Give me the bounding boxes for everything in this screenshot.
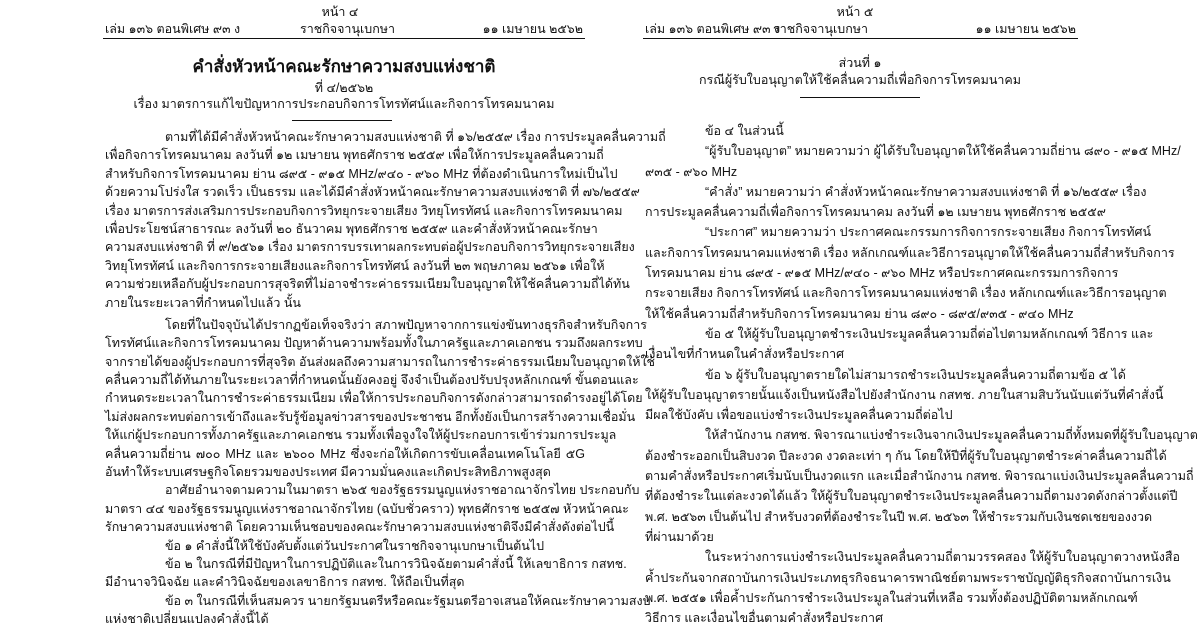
- text-line: โทรทัศน์และกิจการโทรคมนาคม ปัญหาด้านความพร้อมทั้งในภาครัฐและภาคเอกชน รวมถึงผลกระทบ: [105, 336, 643, 351]
- text-line: ข้อ ๑ คำสั่งนี้ให้ใช้บังคับตั้งแต่วันประกาศในราชกิจจานุเบกษาเป็นต้นไป: [165, 538, 545, 553]
- gazette-header: [643, 21, 1078, 39]
- clause-2: [105, 555, 627, 592]
- text-line: จากรายได้ของผู้ประกอบการที่สุจริต อันส่งผลถึงความสามารถในการชำระค่าธรรมเนียมใบอนุญาตให้ใช้: [105, 354, 656, 369]
- text-line: ข้อ ๓ ในกรณีที่เห็นสมควร นายกรัฐมนตรีหรือคณะรัฐมนตรีอาจเสนอให้คณะรักษาความสงบ: [165, 593, 651, 608]
- document-title: คำสั่งหัวหน้าคณะรักษาความสงบแห่งชาติ: [192, 57, 496, 76]
- paragraph-preamble: [105, 128, 666, 312]
- clause-6-paragraph-2: [645, 425, 1198, 547]
- text-line: โทรคมนาคม ย่าน ๘๙๕ - ๙๑๕ MHz/๙๔๐ - ๙๖๐ MHz หรือประกาศคณะกรรมการกิจการ: [645, 266, 1119, 281]
- text-line: ที่ต้องชำระในแต่ละงวดได้แล้ว ให้ผู้รับใบอนุญาตชำระเงินประมูลคลื่นความถี่ตามงวดดังกล่าวตั้งแต่ปี: [645, 489, 1178, 504]
- text-line: สำหรับกิจการโทรคมนาคม ย่าน ๘๙๕ - ๙๑๕ MHz/๙๔๐ - ๙๖๐ MHz ที่ต้องดำเนินการใหม่เป็นไป: [105, 166, 618, 181]
- text-line: ข้อ ๔ ในส่วนนี้: [705, 124, 784, 138]
- definition-order: [645, 182, 1147, 223]
- text-line: มีผลใช้บังคับ เพื่อขอแบ่งชำระเงินประมูลคลื่นความถี่ต่อไป: [645, 408, 953, 423]
- text-line: คลื่นความถี่ย่าน ๗๐๐ MHz และ ๒๖๐๐ MHz ซึ่งจะก่อให้เกิดการขับเคลื่อนเทคโนโลยี ๕G: [105, 446, 585, 461]
- clause-5: [645, 324, 1154, 365]
- text-line: ในระหว่างการแบ่งชำระเงินประมูลคลื่นความถี่ตามวรรคสอง ให้ผู้รับใบอนุญาตวางหนังสือ: [705, 550, 1180, 565]
- text-line: คลื่นความถี่ได้ทันภายในระยะเวลาที่กำหนดนั้นยังคงอยู่ จึงจำเป็นต้องปรับปรุงหลักเกณฑ์ ขั้นตอนและ: [105, 373, 639, 388]
- text-line: การประมูลคลื่นความถี่เพื่อกิจการโทรคมนาคม ลงวันที่ ๑๒ เมษายน พุทธศักราช ๒๕๕๙: [645, 205, 1106, 220]
- text-line: ไม่ส่งผลกระทบต่อการเข้าถึงและรับรู้ข้อมูลข่าวสารของประชาชน อีกทั้งยังเป็นการสร้างความเชื่อมั่น: [105, 409, 636, 424]
- text-line: แห่งชาติเปลี่ยนแปลงคำสั่งนี้ได้: [105, 612, 269, 627]
- section-number: ส่วนที่ ๑: [838, 56, 882, 70]
- text-line: ข้อ ๒ ในกรณีที่มีปัญหาในการปฏิบัติและในการวินิจฉัยตามคำสั่งนี้ ให้เลขาธิการ กสทช.: [165, 556, 627, 571]
- text-line: อาศัยอำนาจตามความในมาตรา ๒๖๕ ของรัฐธรรมนูญแห่งราชอาณาจักรไทย ประกอบกับ: [165, 483, 640, 498]
- text-line: ให้ใช้คลื่นความถี่สำหรับกิจการโทรคมนาคม ย่าน ๘๙๐ - ๘๙๕/๙๓๕ - ๙๔๐ MHz: [645, 306, 1074, 321]
- definition-announcement: [645, 222, 1175, 323]
- clause-1: [105, 537, 585, 555]
- text-line: ๙๓๕ - ๙๖๐ MHz: [645, 164, 738, 179]
- text-line: พ.ศ. ๒๕๖๓ เป็นต้นไป สำหรับงวดที่ต้องชำระในปี พ.ศ. ๒๕๖๓ ให้ชำระรวมกับเงินชดเชยของงวด: [645, 509, 1153, 524]
- text-line: ตามที่ได้มีคำสั่งหัวหน้าคณะรักษาความสงบแห่งชาติ ที่ ๑๖/๒๕๕๙ เรื่อง การประมูลคลื่นความถี่: [165, 130, 666, 144]
- text-line: มาตรา ๔๔ ของรัฐธรรมนูญแห่งราชอาณาจักรไทย (ฉบับชั่วคราว) พุทธศักราช ๒๕๕๗ หัวหน้าคณะ: [105, 501, 629, 516]
- volume-info: เล่ม ๑๓๖ ตอนพิเศษ ๙๓ ง: [105, 22, 241, 36]
- gazette-header: [103, 21, 585, 39]
- text-line: ให้สำนักงาน กสทช. พิจารณาแบ่งชำระเงินจากเงินประมูลคลื่นความถี่ทั้งหมดที่ผู้รับใบอนุญาต: [705, 428, 1198, 443]
- volume-info: เล่ม ๑๓๖ ตอนพิเศษ ๙๓ ง: [645, 22, 781, 36]
- text-line: ข้อ ๖ ผู้รับใบอนุญาตรายใดไม่สามารถชำระเงินประมูลคลื่นความถี่ตามข้อ ๕ ได้: [705, 367, 1126, 382]
- text-line: รักษาความสงบแห่งชาติ โดยความเห็นชอบของคณะรักษาความสงบแห่งชาติจึงมีคำสั่งดังต่อไปนี้: [105, 520, 615, 535]
- text-line: เพื่อกิจการโทรคมนาคม ลงวันที่ ๑๒ เมษายน พุทธศักราช ๒๕๕๙ เพื่อให้การประมูลคลื่นความถี่: [105, 148, 604, 163]
- text-line: วิธีการ และเงื่อนไขอื่นตามคำสั่งหรือประกาศ: [645, 611, 884, 626]
- text-line: ค้ำประกันจากสถาบันการเงินประเภทธุรกิจธนาคารพาณิชย์ตามพระราชบัญญัติธุรกิจสถาบันการเงิน: [645, 570, 1171, 585]
- text-line: “ประกาศ” หมายความว่า ประกาศคณะกรรมการกิจการกระจายเสียง กิจการโทรทัศน์: [705, 225, 1151, 240]
- clause-4: [645, 121, 1075, 141]
- order-number: ที่ ๔/๒๕๖๒: [314, 81, 374, 95]
- document-body: [105, 128, 666, 629]
- text-line: และกิจการโทรคมนาคมแห่งชาติ เรื่อง หลักเกณฑ์และวิธีการอนุญาตให้ใช้คลื่นความถี่สำหรับกิจการ: [645, 245, 1175, 260]
- text-line: พ.ศ. ๒๕๕๑ เพื่อค้ำประกันการชำระเงินประมูลในส่วนที่เหลือ รวมทั้งต้องปฏิบัติตามหลักเกณฑ์: [645, 590, 1138, 605]
- text-line: ให้แก่ผู้ประกอบการทั้งภาครัฐและภาคเอกชน รวมทั้งเพื่อจูงใจให้ผู้ประกอบการเข้าร่วมการประมูล: [105, 428, 617, 443]
- text-line: ความช่วยเหลือกับผู้ประกอบการสุจริตที่ไม่อาจชำระค่าธรรมเนียมใบอนุญาตให้ใช้คลื่นความถี่ได้ทัน: [105, 277, 630, 292]
- text-line: ด้วยความโปร่งใส รวดเร็ว เป็นธรรม และได้มีคำสั่งหัวหน้าคณะรักษาความสงบแห่งชาติ ที่ ๗๖/๒๕๕๙: [105, 185, 640, 200]
- text-line: กระจายเสียง กิจการโทรทัศน์ และกิจการโทรคมนาคมแห่งชาติ เรื่อง หลักเกณฑ์และวิธีการอนุญาต: [645, 286, 1167, 301]
- text-line: “คำสั่ง” หมายความว่า คำสั่งหัวหน้าคณะรักษาความสงบแห่งชาติ ที่ ๑๖/๒๕๕๙ เรื่อง: [705, 184, 1147, 199]
- text-line: อันทำให้ระบบเศรษฐกิจโดยรวมของประเทศ มีความมั่นคงและเกิดประสิทธิภาพสูงสุด: [105, 465, 551, 480]
- text-line: ตามคำสั่งหรือประกาศเริ่มนับเป็นงวดแรก และเมื่อสำนักงาน กสทช. พิจารณาแบ่งเงินประมูลคลื่นความถี่: [645, 469, 1194, 484]
- text-line: “ผู้รับใบอนุญาต” หมายความว่า ผู้ได้รับใบอนุญาตให้ใช้คลื่นความถี่ย่าน ๘๙๐ - ๙๑๕ MHz/: [705, 144, 1181, 159]
- text-line: เงื่อนไขที่กำหนดในคำสั่งหรือประกาศ: [645, 347, 845, 362]
- section-divider: [800, 97, 920, 98]
- text-line: ที่ผ่านมาด้วย: [645, 529, 714, 544]
- publication-date: ๑๑ เมษายน ๒๕๖๒: [975, 22, 1076, 36]
- publication-date: ๑๑ เมษายน ๒๕๖๒: [482, 22, 583, 36]
- text-line: ต้องชำระออกเป็นสิบงวด ปีละงวด งวดละเท่า ๆ กัน โดยให้ปีที่ผู้รับใบอนุญาตชำระค่าคลื่นความถี่ได้: [645, 448, 1167, 463]
- text-line: โดยที่ในปัจจุบันได้ปรากฏข้อเท็จจริงว่า สภาพปัญหาจากการแข่งขันทางธุรกิจสำหรับกิจการ: [165, 317, 647, 332]
- text-line: ความสงบแห่งชาติ ที่ ๙/๒๕๖๑ เรื่อง มาตรการบรรเทาผลกระทบต่อผู้ประกอบกิจการวิทยุกระจายเสียง: [105, 240, 635, 255]
- document-subject: เรื่อง มาตรการแก้ไขปัญหาการประกอบกิจการโทรทัศน์และกิจการโทรคมนาคม: [133, 97, 555, 111]
- definition-licensee: [645, 141, 1181, 182]
- title-divider: [292, 120, 392, 121]
- text-line: ข้อ ๕ ให้ผู้รับใบอนุญาตชำระเงินประมูลคลื่นความถี่ต่อไปตามหลักเกณฑ์ วิธีการ และ: [705, 326, 1154, 341]
- text-line: เพื่อประโยชน์สาธารณะ ลงวันที่ ๒๐ ธันวาคม พุทธศักราช ๒๕๕๙ และคำสั่งหัวหน้าคณะรักษา: [105, 221, 598, 236]
- clause-6: [645, 365, 1164, 426]
- section-body: [645, 121, 1198, 628]
- text-line: เรื่อง มาตรการส่งเสริมการประกอบกิจการวิทยุกระจายเสียง วิทยุโทรทัศน์ และกิจการโทรคมนาคม: [105, 203, 623, 218]
- text-line: กำหนดระยะเวลาในการชำระค่าธรรมเนียม เพื่อให้การประกอบกิจการดังกล่าวสามารถดำรงอยู่ได้โดย: [105, 391, 643, 406]
- paragraph-authority: [105, 481, 640, 536]
- text-line: ภายในระยะเวลาที่กำหนดไปแล้ว นั้น: [105, 295, 301, 310]
- clause-3: [105, 592, 651, 629]
- section-title: กรณีผู้รับใบอนุญาตให้ใช้คลื่นความถี่เพื่อกิจการโทรคมนาคม: [698, 73, 1022, 87]
- page-number: หน้า ๔: [321, 5, 359, 19]
- clause-6-paragraph-3: [645, 547, 1180, 628]
- publication-name: ราชกิจจานุเบกษา: [300, 22, 396, 36]
- paragraph-rationale: [105, 316, 656, 482]
- text-line: ให้ผู้รับใบอนุญาตรายนั้นแจ้งเป็นหนังสือไปยังสำนักงาน กสทช. ภายในสามสิบวันนับแต่วันที่คำสั่งนี้: [645, 387, 1164, 402]
- text-line: มีอำนาจวินิจฉัย และคำวินิจฉัยของเลขาธิการ กสทช. ให้ถือเป็นที่สุด: [105, 575, 465, 590]
- page-number: หน้า ๕: [836, 5, 874, 19]
- publication-name: ราชกิจจานุเบกษา: [773, 22, 869, 36]
- text-line: วิทยุโทรทัศน์ และกิจการกระจายเสียงและกิจการโทรทัศน์ ลงวันที่ ๒๓ พฤษภาคม ๒๕๖๑ เพื่อให้: [105, 258, 605, 273]
